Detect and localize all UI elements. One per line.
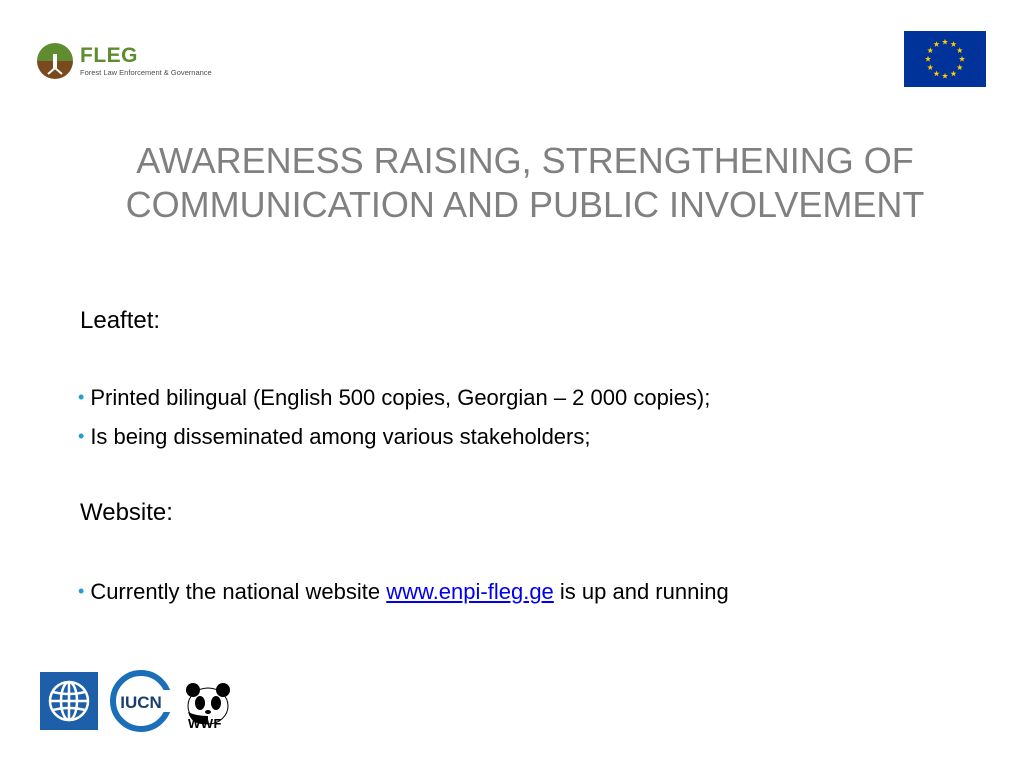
website-bullet-prefix: Currently the national website (90, 579, 387, 604)
fleg-logo-name: FLEG (80, 44, 138, 67)
partner-logos (40, 670, 240, 736)
leaflet-heading: Leaftet: (80, 307, 161, 334)
slide-title (60, 139, 990, 227)
website-link[interactable]: www.enpi-fleg.ge (386, 579, 554, 604)
bullet-text: Printed bilingual (English 500 copies, Georgian – 2 000 copies); (90, 385, 711, 410)
bullet-dot: • (78, 387, 85, 407)
slide-title-line1: AWARENESS RAISING, STRENGTHENING OF (136, 140, 914, 181)
leaflet-bullet-2 (78, 424, 590, 450)
eu-flag-icon (904, 31, 986, 87)
bullet-text: Is being disseminated among various stakeholders; (90, 424, 591, 449)
iucn-logo (108, 670, 174, 732)
website-bullet (78, 579, 729, 605)
fleg-tree-icon (34, 40, 76, 82)
website-bullet-suffix: is up and running (553, 579, 729, 604)
bullet-dot: • (78, 581, 85, 601)
fleg-logo-tagline: Forest Law Enforcement & Governance (80, 68, 212, 77)
website-heading: Website: (80, 499, 173, 526)
fleg-logo (34, 38, 214, 88)
leaflet-bullet-1 (78, 385, 710, 411)
iucn-text: IUCN (120, 693, 162, 712)
world-bank-logo (40, 672, 98, 730)
bullet-dot: • (78, 426, 85, 446)
slide-title-line2: COMMUNICATION AND PUBLIC INVOLVEMENT (125, 184, 925, 225)
wwf-text: WWF (188, 716, 222, 731)
